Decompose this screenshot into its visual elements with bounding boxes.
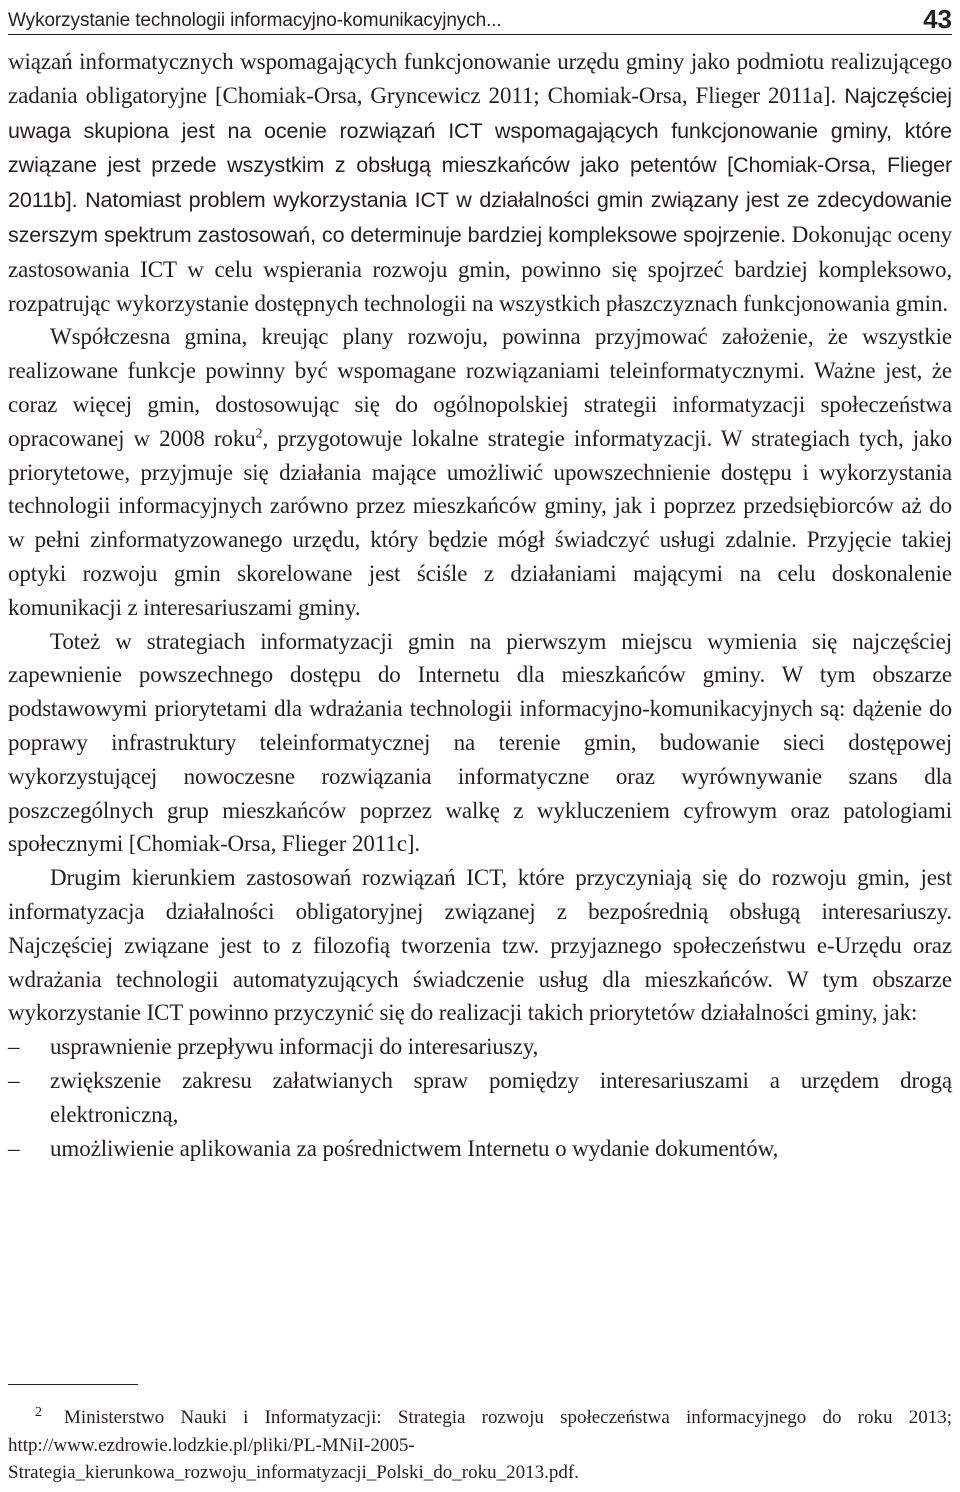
page-number: 43 (923, 4, 952, 34)
list-item-text: zwiększenie zakresu załatwianych spraw pomiędzy interesariuszami a urzędem drogą elektroniczną, (50, 1067, 952, 1127)
body-text (8, 45, 952, 1165)
footnote: 2 Ministerstwo Nauki i Informatyzacji: Strategia rozwoju społeczeństwa informacyjnego do roku 2013; http://www.ezdrowie.lodzkie.pl/pliki/PL-MNiI-2005-Strategia_kierunkowa_rozwoju_informatyzacji_Polski_do_roku_2013.pdf. (8, 1404, 952, 1483)
paragraph-2-part-b: , przygotowuje lokalne strategie informatyzacji. W strategiach tych, jako priorytetowe, przyjmuje się działania mające umożliwić upowszechnienie dostępu i wykorzystania technologii informacyjnych zarówno przez mieszkańców gminy, jak i poprzez przedsiębiorców aż do w pełni zinformatyzowanego urzędu, który będzie mógł świadczyć usługi zdalnie. Przyjęcie takiej optyki rozwoju gmin skorelowane jest ściśle z działaniami mającymi na celu doskonalenie komunikacji z interesariuszami gminy. (8, 425, 952, 620)
page (8, 0, 952, 1165)
footnote-separator (8, 1384, 138, 1385)
list-item (8, 1132, 952, 1166)
dash-bullet: – (8, 1067, 20, 1093)
paragraph-2-part-a: Współczesna gmina, kreując plany rozwoju, powinna przyjmować założenie, że wszystkie realizowane funkcje powinny być wspomagane rozwiązaniami teleinformatycznymi. Ważne jest, że coraz więcej gmin, dostosowując się do ogólnopolskiej strategii informatyzacji społeczeństwa opracowanej w 2008 roku (8, 324, 952, 451)
list-item (8, 1064, 952, 1132)
dash-bullet: – (8, 1135, 20, 1161)
paragraph-1-part-a: wiązań informatycznych wspomagających funkcjonowanie urzędu gminy jako podmiotu realizującego zadania obligatoryjne [Chomiak-Orsa, Gryncewicz 2011; Chomiak-Orsa, Flieger 2011a]. (8, 49, 952, 108)
paragraph-4: Drugim kierunkiem zastosowań rozwiązań ICT, które przyczyniają się do rozwoju gmin, jest informatyzacja działalności obligatoryjnej związanej z bezpośrednią obsługą interesariuszy. Najczęściej związane jest to z filozofią tworzenia tzw. przyjaznego społeczeństwu e-Urzędu oraz wdrażania technologii automatyzujących świadczenie usług dla mieszkańców. W tym obszarze wykorzystanie ICT powinno przyczynić się do realizacji takich priorytetów działalności gminy, jak: (8, 865, 952, 1026)
paragraph-1-part-c: Dokonując oceny zastosowania ICT w celu wspierania rozwoju gmin, powinno się spojrzeć bardziej kompleksowo, rozpatrując wykorzystanie dostępnych technologii na wszystkich płaszczyznach funkcjonowania gmin. (8, 221, 952, 316)
running-header-title: Wykorzystanie technologii informacyjno-komunikacyjnych... (8, 10, 502, 31)
paragraph-1 (8, 45, 952, 320)
running-header (8, 0, 952, 35)
list-item (8, 1030, 952, 1064)
paragraph-2 (8, 320, 952, 624)
list-item-text: umożliwienie aplikowania za pośrednictwem Internetu o wydanie dokumentów, (50, 1135, 779, 1161)
footnote-reference: 2 (255, 426, 263, 442)
dash-bullet: – (8, 1034, 20, 1060)
paragraph-3: Toteż w strategiach informatyzacji gmin na pierwszym miejscu wymienia się najczęściej zapewnienie powszechnego dostępu do Internetu dla mieszkańców gminy. W tym obszarze podstawowymi priorytetami dla wdrażania technologii informacyjno-komunikacyjnych są: dążenie do poprawy infrastruktury teleinformatycznej na terenie gmin, budowanie sieci dostępowej wykorzystującej nowoczesne rozwiązania informatyczne oraz wyrównywanie szans dla poszczególnych grup mieszkańców poprzez walkę z wykluczeniem cyfrowym oraz patologiami społecznymi [Chomiak-Orsa, Flieger 2011c]. (8, 628, 952, 857)
footnote-text: Ministerstwo Nauki i Informatyzacji: Strategia rozwoju społeczeństwa informacyjnego do roku 2013; http://www.ezdrowie.lodzkie.pl/pliki/PL-MNiI-2005-Strategia_kierunkowa_rozwoju_informatyzacji_Polski_do_roku_2013.pdf. (8, 1407, 952, 1483)
list-item-text: usprawnienie przepływu informacji do interesariuszy, (50, 1034, 539, 1060)
paragraph-1-part-b: Najczęściej uwaga skupiona jest na ocenie rozwiązań ICT wspomagających funkcjonowanie gminy, które związane jest przede wszystkim z obsługą mieszkańców jako petentów [Chomiak-Orsa, Flieger 2011b]. Natomiast problem wykorzystania ICT w działalności gmin związany jest ze zdecydowanie szerszym spektrum zastosowań, co determinuje bardziej kompleksowe spojrzenie. (8, 83, 952, 247)
priority-list (8, 1030, 952, 1165)
